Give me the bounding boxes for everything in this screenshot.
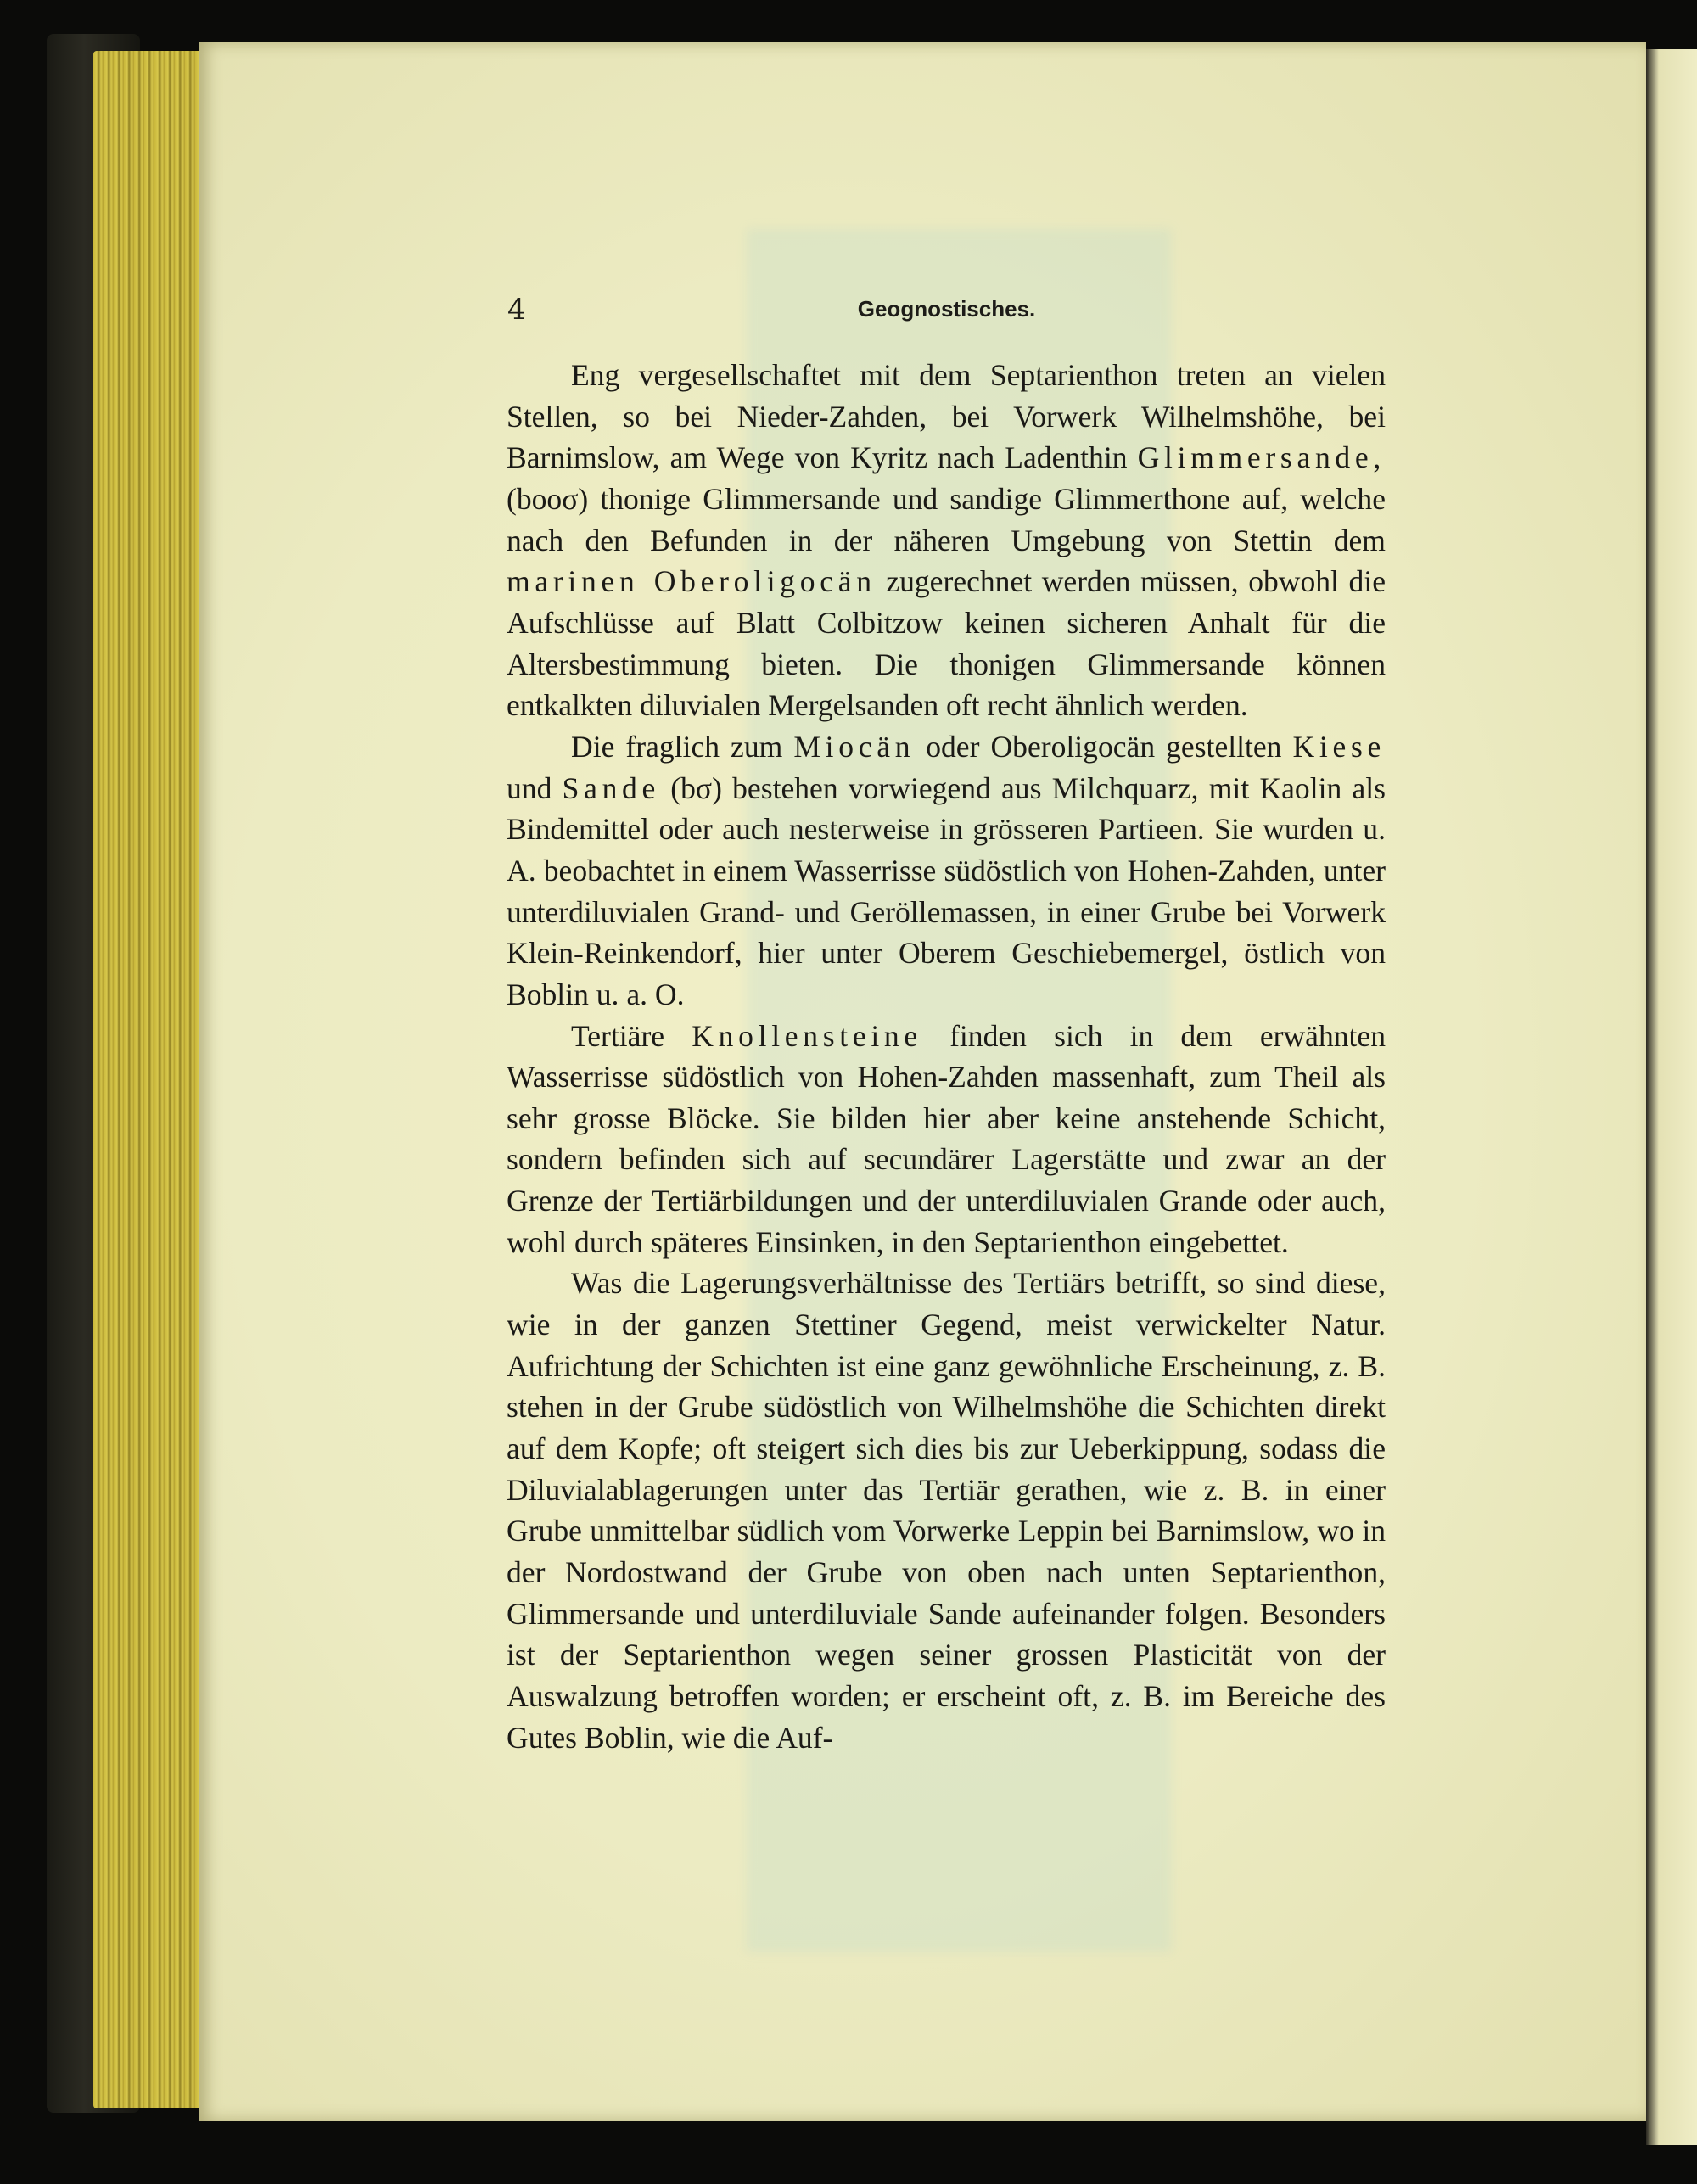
text-segment: und — [507, 770, 563, 805]
text-segment: Tertiäre — [571, 1018, 692, 1053]
spaced-term: Knollensteine — [692, 1018, 922, 1053]
paragraph — [507, 726, 1386, 1016]
running-title: Geognostisches. — [857, 296, 1036, 322]
spaced-term: Sande — [562, 770, 661, 805]
text-segment: Eng vergesellschaftet mit dem Septarienthon treten an vielen Stellen, so bei Nieder-Zahden, bei Vorwerk Wilhelmshöhe, bei Barnimslow, am Wege von Kyritz nach Ladenthin — [507, 358, 1386, 475]
page-header — [507, 293, 1386, 335]
text-segment: zugerechnet werden müssen, obwohl die Aufschlüsse auf Blatt Colbitzow keinen sicheren Anhalt für die Altersbestimmung bieten. Die thonigen Glimmersande können entkalkten diluvialen Mergelsanden oft recht ähnlich werden. — [507, 564, 1386, 723]
paragraph — [507, 1016, 1386, 1263]
text-segment: (booσ) thonige Glimmersande und sandige Glimmerthone auf, welche nach den Befunden in der näheren Umgebung von Stettin dem — [507, 481, 1386, 557]
page-number: 4 — [507, 293, 526, 327]
body-text — [507, 355, 1386, 1758]
spaced-term: Miocän — [793, 729, 916, 764]
text-segment: finden sich in dem erwähnten Wasserrisse südöstlich von Hohen-Zahden massenhaft, zum Theil als sehr grosse Blöcke. Sie bilden hier aber keine anstehende Schicht, sondern befinden sich auf secundärer Lagerstätte und zwar an der Grenze der Tertiärbildungen und der unterdiluvialen Grande oder auch, wohl durch späteres Einsinken, in den Septarienthon eingebettet. — [507, 1018, 1386, 1259]
spaced-term: Kiese — [1292, 729, 1386, 764]
text-segment: (bσ) bestehen vorwiegend aus Milchquarz, mit Kaolin als Bindemittel oder auch nesterweise in grösseren Partieen. Sie wurden u. A. beobachtet in einem Wasserrisse südöstlich von Hohen-Zahden, unter unterdiluvialen Grand- und Geröllemassen, in einer Grube bei Vorwerk Klein-Reinkendorf, hier unter Oberem Geschiebemergel, östlich von Boblin u. a. O. — [507, 770, 1386, 1011]
spaced-term: marinen Oberoligocän — [507, 564, 877, 599]
page-edges — [93, 51, 204, 2108]
text-segment: oder Oberoligocän gestellten — [915, 729, 1293, 764]
text-segment: Was die Lagerungsverhältnisse des Tertiärs betrifft, so sind diese, wie in der ganzen Stettiner Gegend, meist verwickelter Natur. Aufrichtung der Schichten ist eine ganz gewöhnliche Erscheinung, z. B. stehen in der Grube südöstlich von Wilhelmshöhe die Schichten direkt auf dem Kopfe; oft steigert sich dies bis zur Ueberkippung, sodass die Diluvialablagerungen unter das Tertiär gerathen, wie z. B. in einer Grube unmittelbar südlich vom Vorwerke Leppin bei Barnimslow, wo in der Nordostwand der Grube von oben nach unten Septarienthon, Glimmersande und unterdiluviale Sande aufeinander folgen. Besonders ist der Septarienthon wegen seiner grossen Plasticität von der Auswalzung betroffen worden; er erscheint oft, z. B. im Bereiche des Gutes Boblin, wie die Auf- — [507, 1266, 1386, 1755]
spaced-term: Glimmersande, — [1137, 440, 1386, 475]
text-segment: Die fraglich zum — [571, 729, 794, 764]
paragraph — [507, 1263, 1386, 1758]
paragraph — [507, 355, 1386, 726]
facing-page-edge — [1646, 49, 1697, 2145]
